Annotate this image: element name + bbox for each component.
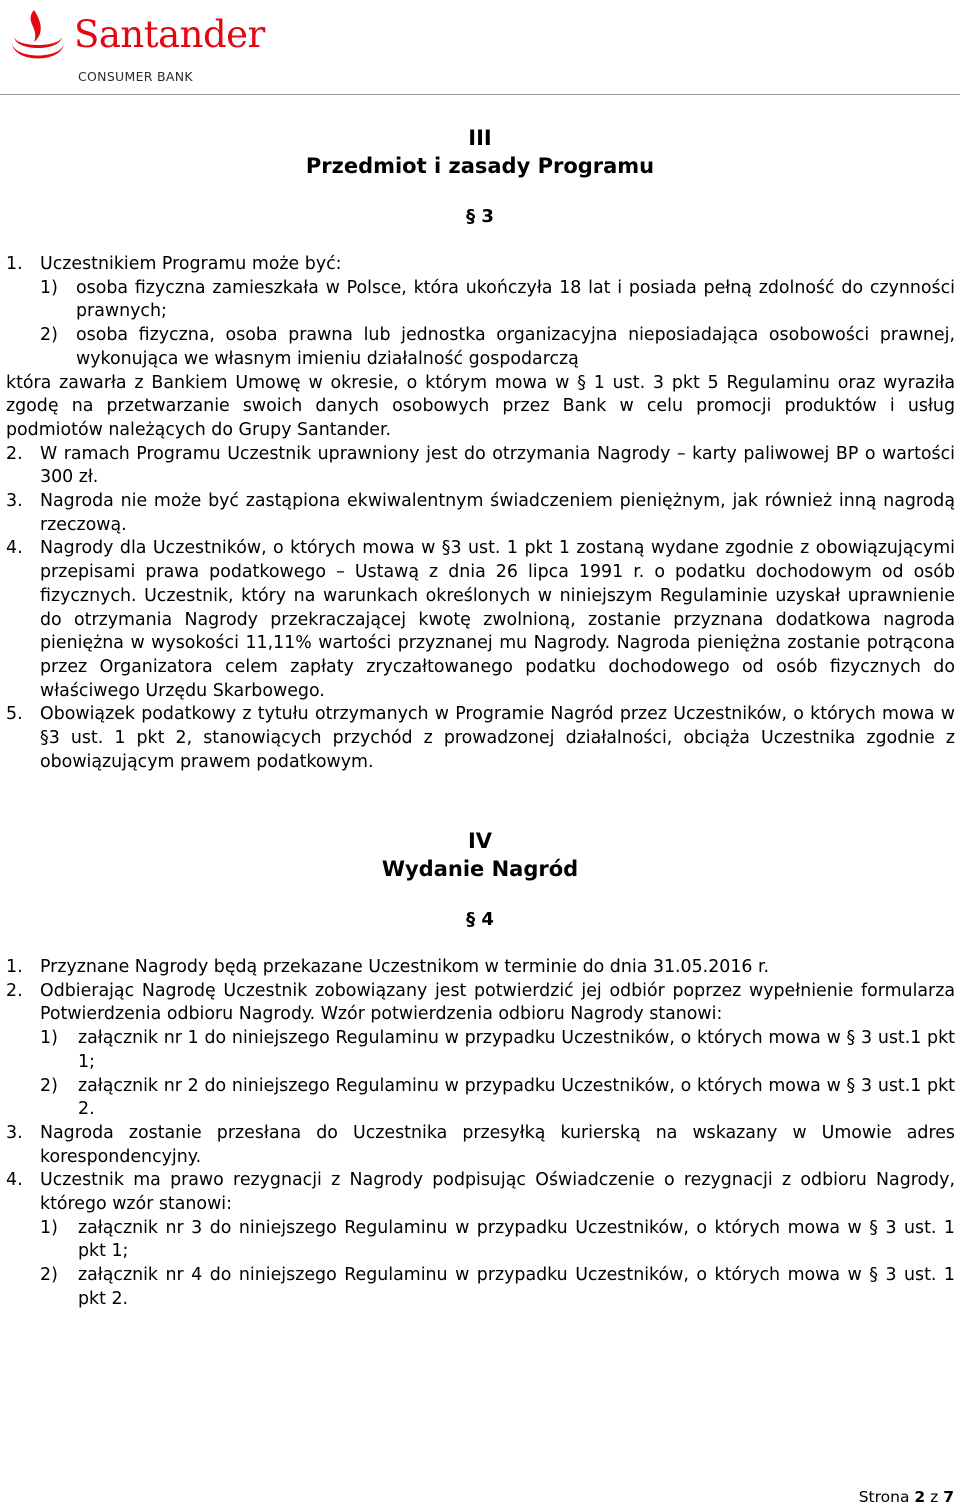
- section-title: Przedmiot i zasady Programu: [305, 154, 655, 178]
- paragraph-mark: § 3: [466, 206, 494, 227]
- section-title: Wydanie Nagród: [381, 857, 579, 881]
- header-divider: [0, 94, 960, 95]
- list-item-continuation: która zawarła z Bankiem Umowę w okresie, o którym mowa w § 1 ust. 3 pkt 5 Regulaminu oraz wyraziła zgodę na przetwarzanie swoich danych osobowych przez Bank w celu promocji produktów i usług podmiotów należących do Grupy Santander.: [6, 372, 955, 440]
- section-number: IV: [467, 829, 493, 853]
- section-number: III: [468, 126, 492, 150]
- list-item: 1. Uczestnikiem Programu może być:: [6, 254, 342, 274]
- list-item: 5. Obowiązek podatkowy z tytułu otrzymanych w Programie Nagród przez Uczestników, o których mowa w §3 ust. 1 pkt 2, stanowiących przychód z prowadzonej działalności, obciąża Uczestnika zgodnie z obowiązującym prawem podatkowym.: [6, 704, 955, 772]
- page-number: Strona 2 z 7: [858, 1488, 954, 1506]
- list-item: 2. Odbierając Nagrodę Uczestnik zobowiązany jest potwierdzić jej odbiór poprzez wypełnienie formularza Potwierdzenia odbioru Nagrody. Wzór potwierdzenia odbioru Nagrody stanowi:: [6, 980, 955, 1025]
- list-item: 3. Nagroda zostanie przesłana do Uczestnika przesyłką kurierską na wskazany w Umowie adres korespondencyjny.: [6, 1122, 955, 1167]
- brand-subtitle: CONSUMER BANK: [78, 69, 193, 84]
- list-item: 2. W ramach Programu Uczestnik uprawniony jest do otrzymania Nagrody – karty paliwowej BP o wartości 300 zł.: [6, 443, 955, 488]
- list-item: 4. Nagrody dla Uczestników, o których mowa w §3 ust. 1 pkt 1 zostaną wydane zgodnie z obowiązującymi przepisami prawa podatkowego – Ustawą z dnia 26 lipca 1991 r. o podatku dochodowym od osób fizycznych. Uczestnik, który na warunkach określonych w niniejszym Regulaminie uzyskał uprawnienie do otrzymania Nagrody przekraczającej kwotę zwolnioną, zostanie przyznana dodatkowa nagroda pieniężna w wysokości 11,11% wartości przyznanej mu Nagrody. Nagroda pieniężna zostanie potrącona przez Organizatora celem zapłaty zryczałtowanego podatku dochodowego od osób fizycznych do właściwego Urzędu Skarbowego.: [6, 538, 955, 701]
- flame-icon: [10, 8, 66, 64]
- list-item: 2) osoba fizyczna, osoba prawna lub jednostka organizacyjna nieposiadająca osobowości prawnej, wykonująca we własnym imieniu działalność gospodarczą: [40, 325, 955, 369]
- list-item: 3. Nagroda nie może być zastąpiona ekwiwalentnym świadczeniem pieniężnym, jak również inną nagrodą rzeczową.: [6, 491, 955, 535]
- list-item: 4. Uczestnik ma prawo rezygnacji z Nagrody podpisując Oświadczenie o rezygnacji z odbioru Nagrody, którego wzór stanowi:: [6, 1170, 955, 1215]
- section-3-body: [6, 253, 955, 774]
- brand-name: Santander: [74, 13, 265, 56]
- paragraph-mark: § 4: [466, 909, 494, 930]
- list-item: 1. Przyznane Nagrody będą przekazane Uczestnikom w terminie do dnia 31.05.2016 r.: [6, 957, 770, 977]
- santander-logo: [10, 6, 270, 86]
- list-item: 1) załącznik nr 3 do niniejszego Regulaminu w przypadku Uczestników, o których mowa w § 3 ust. 1 pkt 1;: [40, 1217, 955, 1262]
- list-item: 2) załącznik nr 2 do niniejszego Regulaminu w przypadku Uczestników, o których mowa w § 3 ust.1 pkt 2.: [40, 1075, 955, 1120]
- list-item: 1) załącznik nr 1 do niniejszego Regulaminu w przypadku Uczestników, o których mowa w § 3 ust.1 pkt 1;: [40, 1028, 955, 1072]
- list-item: 1) osoba fizyczna zamieszkała w Polsce, która ukończyła 18 lat i posiada pełną zdolność do czynności prawnych;: [40, 277, 955, 322]
- list-item: 2) załącznik nr 4 do niniejszego Regulaminu w przypadku Uczestników, o których mowa w § 3 ust. 1 pkt 2.: [40, 1265, 955, 1309]
- section-4-body: [6, 956, 955, 1312]
